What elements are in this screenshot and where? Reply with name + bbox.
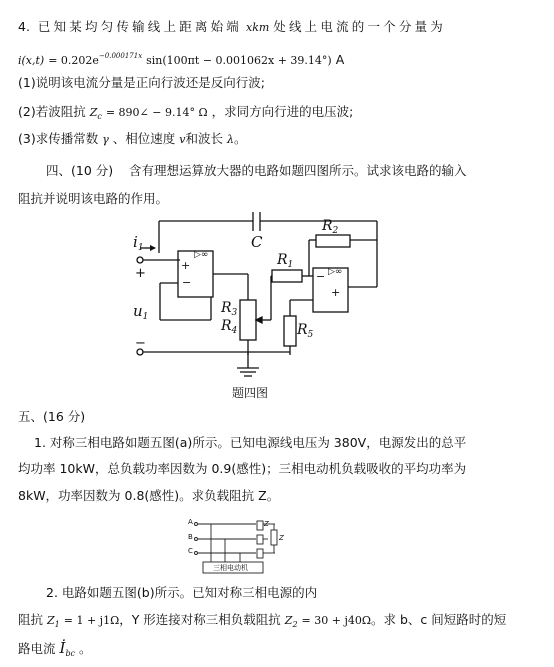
- fig5a-label-A: A: [188, 518, 193, 526]
- eq-coef: = 0.202e: [48, 54, 99, 67]
- q4-number: 4.: [18, 19, 30, 34]
- label-minus-input: −: [135, 336, 146, 351]
- eq-rest: sin(100πt − 0.001062x + 39.14°): [146, 54, 332, 67]
- label-R4: $R_4$: [221, 318, 238, 336]
- q2-text-d: 路电流: [18, 641, 56, 656]
- eq-unit: A: [335, 52, 345, 67]
- s5-q2-line2: [18, 612, 506, 633]
- label-R1: $R_1$: [277, 252, 294, 270]
- zc-value: = 890∠ − 9.14° Ω: [105, 106, 208, 119]
- label-R5: $R_5$: [297, 322, 314, 340]
- zc-symbol: Z: [89, 106, 98, 119]
- s5-q1-line1: 1. 对称三相电路如题五图(a)所示。已知电源线电压为 380V，电源发出的总平: [34, 435, 467, 450]
- q4-part3-text: (3)求传播常数: [18, 131, 99, 146]
- s5-q2-line3: [18, 640, 92, 662]
- opamp2-minus: −: [316, 270, 326, 283]
- fig5a-motor-label: 三相电动机: [213, 564, 248, 572]
- s5-q1-line2: 均功率 10kW，总负载功率因数为 0.9(感性)；三相电动机负载吸收的平均功率为: [18, 461, 467, 476]
- z2-symbol: Z: [284, 614, 293, 627]
- z1-value: = 1 + j1Ω: [63, 614, 120, 627]
- ibc-sub: bc: [65, 649, 76, 658]
- figure-4-caption: 题四图: [232, 386, 269, 400]
- fig5a-label-C: C: [188, 547, 193, 555]
- z1-symbol: Z: [47, 614, 55, 627]
- v-symbol: v: [179, 133, 186, 146]
- q2-text-b: ，Y 形连接对称三相负载阻抗: [119, 612, 281, 627]
- z2-value: = 30 + j40Ω: [301, 614, 371, 627]
- q4-dist: xkm: [245, 21, 270, 34]
- label-plus-input: +: [135, 266, 146, 281]
- q4-part3-text3: 和波长: [185, 131, 223, 146]
- q4-part2-tail: ，求同方向行进的电压波;: [211, 104, 354, 119]
- ibc-symbol: İ: [59, 639, 66, 657]
- s5-q1-line3: 8kW，功率因数为 0.8(感性)。求负载阻抗 Z。: [18, 488, 280, 503]
- q2-end: 。: [79, 641, 92, 656]
- q2-text-a: 阻抗: [18, 612, 44, 627]
- z2-sub: 2: [292, 620, 298, 629]
- gamma-symbol: γ: [102, 133, 109, 146]
- fig5a-label-Z2: Z: [279, 534, 284, 542]
- s4-heading: 四、(10 分): [46, 163, 114, 178]
- s5-q2-line1: 2. 电路如题五图(b)所示。已知对称三相电源的内: [46, 585, 318, 600]
- opamp1-symbol: ▷∞: [194, 250, 209, 260]
- z1-sub: 1: [54, 620, 60, 629]
- opamp2-symbol: ▷∞: [328, 267, 343, 277]
- s4-text2: 阻抗并说明该电路的作用。: [18, 191, 169, 206]
- label-R3: $R_3$: [221, 300, 238, 318]
- label-C: C: [251, 233, 263, 251]
- q4-stem2: 处线上电流的一个分量为: [273, 19, 446, 34]
- label-i1: $i_1$: [133, 233, 144, 253]
- fig5a-label-Z1: Z: [264, 520, 269, 528]
- opamp1-minus: −: [182, 276, 192, 289]
- fig5a-label-B: B: [188, 533, 193, 541]
- q4-part3-end: 。: [233, 131, 247, 146]
- zc-sub: c: [97, 112, 102, 121]
- q4-part1: (1)说明该电流分量是正向行波还是反向行波;: [18, 75, 265, 90]
- q4-part3-text2: 、相位速度: [112, 131, 176, 146]
- s4-text1: 含有理想运算放大器的电路如题四图所示。试求该电路的输入: [129, 163, 467, 178]
- q4-part2-text: (2)若波阻抗: [18, 104, 86, 119]
- eq-exp: −0.000171x: [98, 52, 143, 60]
- q2-text-c: 。求 b、c 间短路时的短: [370, 612, 507, 627]
- label-u1: $u_1$: [133, 302, 149, 322]
- label-R2: $R_2$: [322, 218, 339, 236]
- lambda-symbol: λ: [226, 133, 234, 146]
- opamp2-plus: +: [331, 286, 341, 299]
- s5-heading: 五、(16 分): [18, 409, 86, 424]
- q4-stem: 已知某均匀传输线上距离始端: [37, 19, 242, 34]
- eq-lhs: i(x,t): [18, 54, 45, 67]
- opamp1-plus: +: [181, 259, 191, 272]
